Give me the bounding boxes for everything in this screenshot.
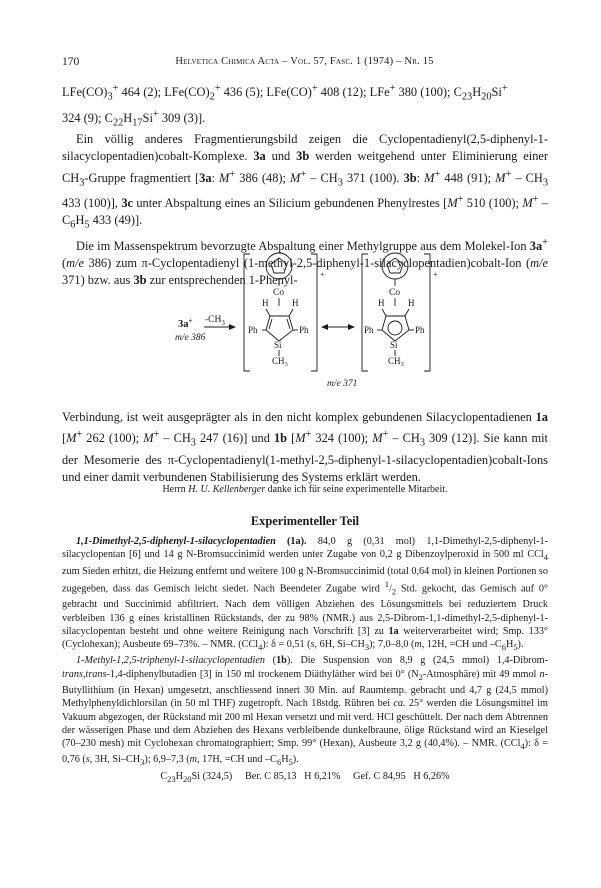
reactant-mass: m/e 386 xyxy=(175,333,206,343)
product-mass: m/e 371 xyxy=(327,379,358,389)
left-bracket-close xyxy=(311,254,317,371)
silicon-right: Si xyxy=(390,340,398,350)
phenyl-right-1: Ph xyxy=(299,325,309,335)
phenyl-left-2: Ph xyxy=(364,325,374,335)
experimental-section xyxy=(62,535,548,786)
loss-label: $-CH_3$ xyxy=(205,315,225,327)
methyl-left: $CH_3$ xyxy=(272,356,288,368)
phenyl-right-2: Ph xyxy=(415,325,425,335)
experimental-paragraph-1b: 1-Methyl-1,2,5-triphenyl-1-silacyclopentadien (1b). Die Suspension von 8,9 g (24,5 mmol) 1,4-Dibrom-trans,trans-1,4-diphenylbutadien [3] in 150 ml trockenem Diäthyläther wird bei 0° $(N_2-Atmosphäre)$ mit 49 mmol n-Butyllithium (in Hexan) umgesetzt, anschliessend innert 30 Min. auf Raumtemp. gebracht und 4,7 g (24,5 mmol) Methylphenyldichlorsilan (in 50 ml THF) zugetropft. Nach 18stdg. Rühren bei ca. 25° werden die Lösungsmittel im Vakuum abgezogen, der Rückstand mit 200 ml Hexan versetzt und mit verd. HCl geschüttelt. Der nach dem Abtrennen der wässerigen Phase und dem Abziehen des Hexans verbleibende dunkelbraune, ölige Rückstand wird an Kieselgel (70–230 mesh) mit Cyclohexan chromatographiert; Smp. 99° (Hexan), Ausbeute 3,2 g (40,4%). – NMR. (CCl$_4$): δ = 0,76 (s, 3H, $Si-CH_3$); 6,9–7,3 (m, 17H, =CH und $-C_6H_5$). xyxy=(62,655,548,768)
right-bracket-open xyxy=(362,254,368,371)
cobalt-label-right: Co xyxy=(389,288,401,298)
methyl-right: $CH_3$ xyxy=(388,356,404,368)
mass-spec-line-2: 324 (9); $C_{22}H_{17}Si^+$ 309 (3)]. xyxy=(62,108,206,129)
paragraph-methyl-loss: Die im Massenspektrum bevorzugte Abspaltung einer Methylgruppe aus dem Molekel-Ion 3a+ (m/e 386) zum π-Cyclopentadienyl (1-methyl-2,5-diphenyl-1-silacyclopentadien)cobalt-Ion (m/e 371) bzw. aus 3b zur entsprechenden 1-Phenyl- xyxy=(62,237,548,288)
cp-pentagon-right xyxy=(387,258,403,273)
reactant-label: 3a+ xyxy=(178,317,193,330)
page-number: 170 xyxy=(62,56,80,68)
phenyl-left-1: Ph xyxy=(248,325,258,335)
hydrogen-left-1: H xyxy=(262,298,269,308)
paragraph-fragmentation: Ein völlig anderes Fragmentierungsbild zeigen die Cyclopentadienyl(2,5-diphenyl-1-silacyclopentadien)cobalt-Komplexe. 3a und 3b werden weitgehend unter Eliminierung einer $CH_3$-Gruppe fragmentiert [3a: M+ 386 (48); $M^+ - CH_3$ 371 (100). 3b: M+ 448 (91); $M^+ - CH_3$ 433 (100)], 3c unter Abspaltung eines an Silicium gebundenen Phenylrestes [M+ 510 (100); $M^+ - C_6H_5$ 433 (49)]. xyxy=(62,132,549,231)
reaction-arrowhead xyxy=(229,324,236,330)
paragraph-comparison: Verbindung, ist weit ausgeprägter als in den nicht komplex gebundenen Silacyclopentadienen 1a [M+ 262 (100); $M^+ - CH_3$ 247 (16)] und 1b [M+ 324 (100); $M^+ - CH_3$ 309 (12)]. Sie kann mit der Mesomerie des π-Cyclopentadienyl(1-methyl-2,5-diphenyl-1-silacyclopentadien)cobalt-Ions und einer damit verbundenen Stabilisierung des Systems erklärt werden. xyxy=(62,410,548,484)
hydrogen-left-2: H xyxy=(292,298,299,308)
lower-text-block xyxy=(62,409,548,486)
silole-ring-left xyxy=(266,316,293,341)
hydrogen-right-2: H xyxy=(408,298,415,308)
running-title: Helvetica Chimica Acta – Vol. 57, Fasc. 1 (1974) – Nr. 15 xyxy=(175,56,434,67)
experimental-paragraph-1a: 1,1-Dimethyl-2,5-diphenyl-1-silacyclopentadien (1a). 84,0 g (0,31 mol) 1,1-Dimethyl-2,5-diphenyl-1-silacyclopentan [6] und 14 g N-Bromsuccinimid werden unter Zugabe von 0,2 g Dibenzoylperoxid in 500 ml CCl$_4$ zum Sieden erhitzt, die Heizung entfernt und weitere 100 g N-Bromsuccinimid (total 0,64 mol) in kleinen Portionen so zugegeben, dass das Gemisch leicht siedet. Nach Beendeter Zugabe wird $^1/_2$ Std. gekocht, das Gemisch auf 0° gebracht und Succinimid abfiltriert. Nach dem völligen Abziehen des Lösungsmittels bei reduziertem Druck verbleiben 136 g eines kristallinen Rückstands, der zu 98% (NMR.) aus 2,5-Dibrom-1,1-dimethyl-2,5-diphenyl-1-silacyclopentan besteht und ohne weitere Reinigung nach Vorschrift [3] zu 1a weiterverarbeitet wird; Smp. 133° (Cyclohexan); Ausbeute 69–73%. – NMR. (CCl$_4$): δ = 0,51 (s, 6H, $Si-CH_3$); 7,0–8,0 (m, 12H, =CH und $-C_6H_5$). xyxy=(62,536,549,653)
right-bracket-close xyxy=(424,254,430,371)
silole-ring-right xyxy=(382,316,409,341)
silicon-left: Si xyxy=(274,340,282,350)
left-charge: + xyxy=(320,270,325,279)
cobalt-label-left: Co xyxy=(273,288,285,298)
elemental-analysis: $C_{23}H_{20}Si$ (324,5) Ber. C 85,13 H 6,21% Gef. C 84,95 H 6,26% xyxy=(160,770,450,784)
acknowledgement: Herrn H. U. Kellenberger danke ich für seine experimentelle Mitarbeit. xyxy=(162,484,448,495)
mass-spec-line-1: $LFe(CO)_3^+$ 464 (2); $LFe(CO)_2^+$ 436 (5); LFe(CO)+ 408 (12); LFe+ 380 (100); $C_{23}H_{20}Si^+$ xyxy=(62,83,508,103)
cp-pentagon-left xyxy=(271,258,287,273)
cyclopentadienyl-ring-left xyxy=(266,253,292,279)
experimental-heading: Experimenteller Teil xyxy=(250,514,360,528)
cyclopentadienyl-ring-right xyxy=(382,253,408,279)
hydrogen-right-1: H xyxy=(378,298,385,308)
right-charge: + xyxy=(433,270,438,279)
delocalized-circle xyxy=(388,321,402,335)
left-bracket-open xyxy=(244,254,250,371)
